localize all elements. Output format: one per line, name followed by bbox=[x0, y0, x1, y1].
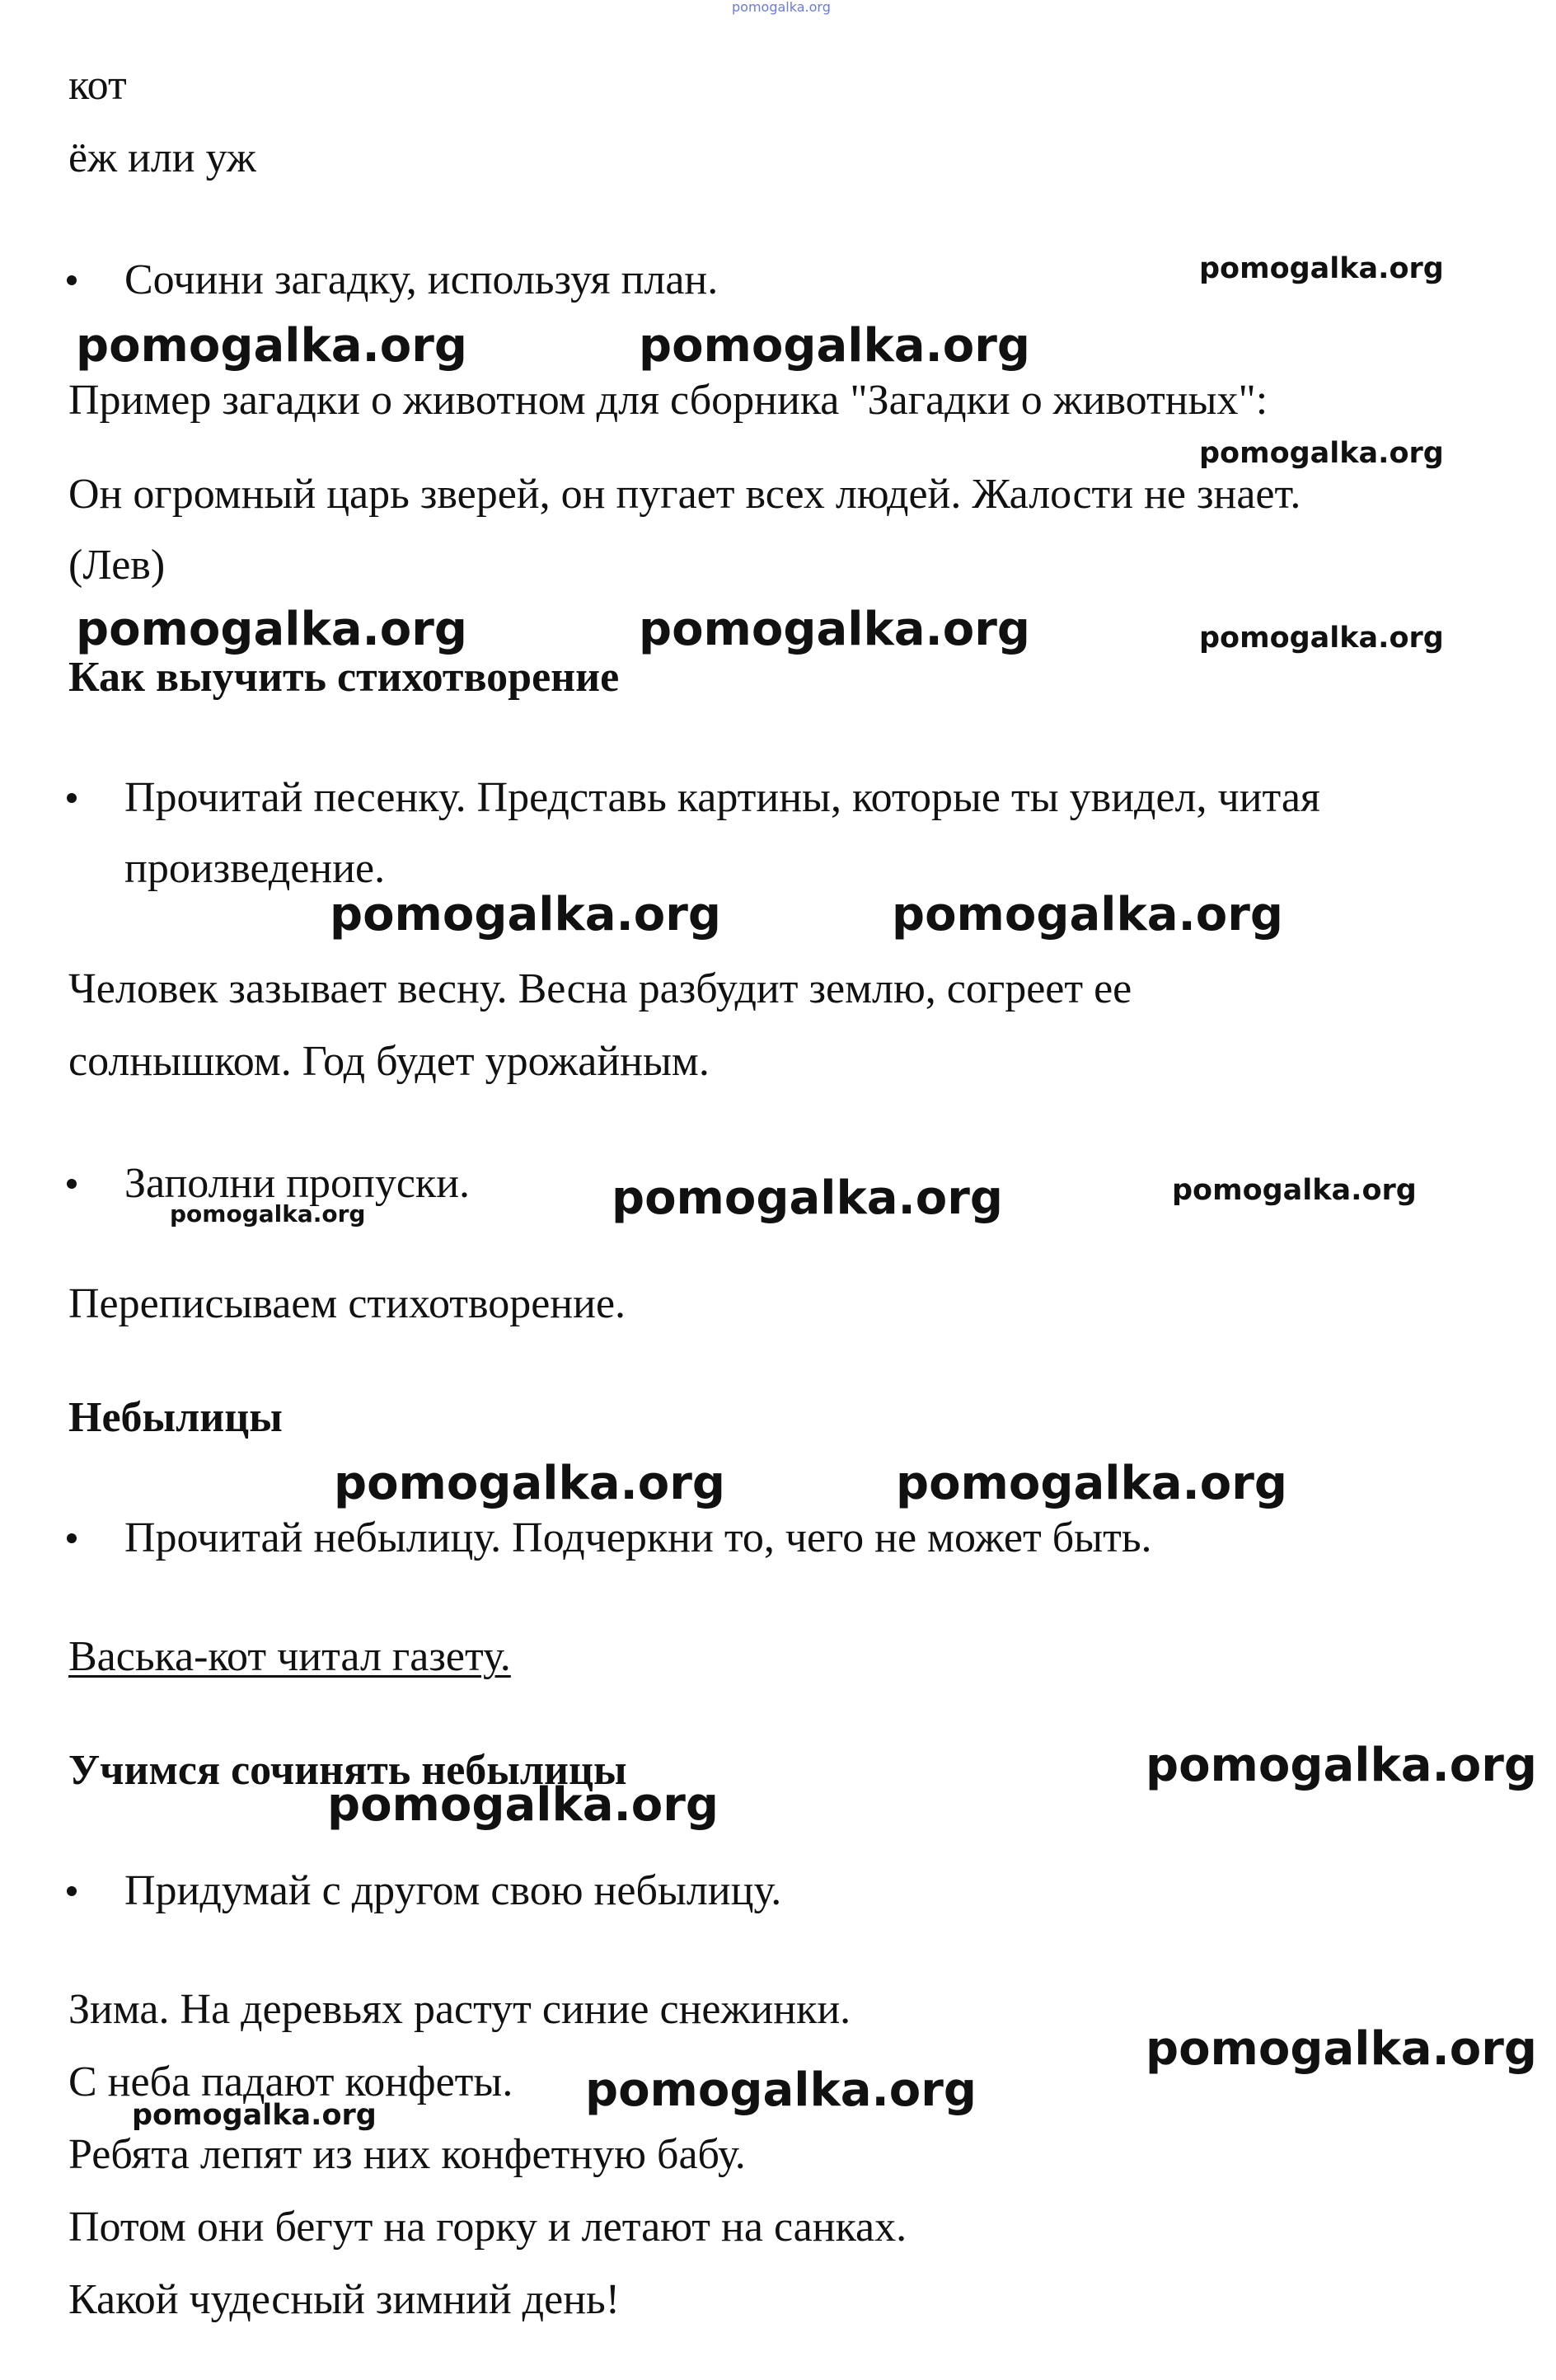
watermark: pomogalka.org bbox=[1146, 2022, 1537, 2076]
bullet-icon bbox=[67, 1533, 77, 1543]
bullet-icon bbox=[67, 275, 77, 285]
watermark: pomogalka.org bbox=[76, 603, 467, 656]
watermark: pomogalka.org bbox=[334, 1457, 725, 1510]
watermark: pomogalka.org bbox=[612, 1171, 1003, 1225]
watermark: pomogalka.org bbox=[170, 1200, 366, 1228]
task-fill: Заполни пропуски. bbox=[124, 1160, 471, 1207]
story-line: Зима. На деревьях растут синие снежинки. bbox=[68, 1986, 851, 2033]
task-compose: Придумай с другом свою небылицу. bbox=[124, 1867, 782, 1914]
watermark: pomogalka.org bbox=[639, 319, 1030, 373]
bullet-icon bbox=[67, 793, 77, 803]
watermark: pomogalka.org bbox=[1199, 252, 1444, 285]
watermark: pomogalka.org bbox=[327, 1778, 719, 1832]
task-riddle: Сочини загадку, используя план. bbox=[124, 256, 719, 303]
story-line: Ребята лепят из них конфетную бабу. bbox=[68, 2131, 746, 2178]
answer-song-line2: солнышком. Год будет урожайным. bbox=[68, 1038, 710, 1085]
watermark: pomogalka.org bbox=[892, 888, 1283, 941]
task-song-line2: произведение. bbox=[124, 845, 386, 892]
watermark: pomogalka.org bbox=[330, 888, 721, 941]
task-song-line1: Прочитай песенку. Представь картины, которые ты увидел, читая bbox=[124, 774, 1320, 821]
watermark: pomogalka.org bbox=[76, 319, 467, 373]
bullet-icon bbox=[67, 1886, 77, 1896]
text-kot: кот bbox=[68, 62, 127, 109]
watermark: pomogalka.org bbox=[1199, 437, 1444, 470]
watermark: pomogalka.org bbox=[639, 603, 1030, 656]
heading-poem: Как выучить стихотворение bbox=[68, 654, 620, 701]
bullet-icon bbox=[67, 1179, 77, 1189]
watermark: pomogalka.org bbox=[132, 2099, 377, 2132]
heading-compose: Учимся сочинять небылицы bbox=[68, 1747, 627, 1794]
watermark-top: pomogalka.org bbox=[732, 0, 831, 15]
answer-fill: Переписываем стихотворение. bbox=[68, 1280, 626, 1327]
story-line: Потом они бегут на горку и летают на санках. bbox=[68, 2204, 907, 2251]
riddle-intro: Пример загадки о животном для сборника "Загадки о животных": bbox=[68, 377, 1268, 424]
text-ezh: ёж или уж bbox=[68, 134, 256, 181]
answer-fable: Васька-кот читал газету. bbox=[68, 1633, 511, 1680]
watermark: pomogalka.org bbox=[1199, 622, 1444, 655]
story-line: Какой чудесный зимний день! bbox=[68, 2276, 621, 2323]
task-fable: Прочитай небылицу. Подчеркни то, чего не может быть. bbox=[124, 1514, 1152, 1561]
watermark: pomogalka.org bbox=[1172, 1174, 1417, 1207]
riddle-answer: (Лев) bbox=[68, 542, 166, 589]
story-line: С неба падают конфеты. bbox=[68, 2058, 513, 2105]
watermark: pomogalka.org bbox=[585, 2063, 977, 2117]
watermark: pomogalka.org bbox=[1146, 1739, 1537, 1792]
watermark: pomogalka.org bbox=[896, 1457, 1287, 1510]
riddle-text: Он огромный царь зверей, он пугает всех людей. Жалости не знает. bbox=[68, 471, 1301, 518]
answer-song-line1: Человек зазывает весну. Весна разбудит землю, согреет ее bbox=[68, 965, 1132, 1012]
heading-fables: Небылицы bbox=[68, 1394, 283, 1441]
